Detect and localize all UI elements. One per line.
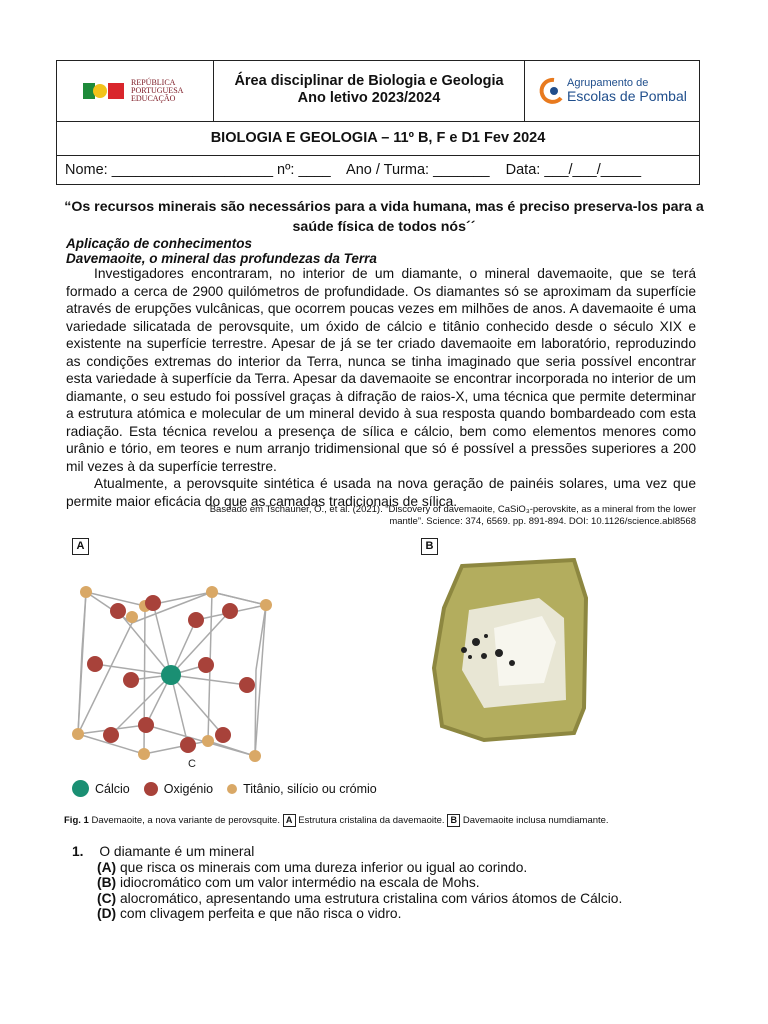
diamond-photo: [424, 558, 594, 743]
axis-c-label: C: [188, 758, 196, 770]
legend-calcium: Cálcio: [95, 781, 130, 796]
option-text: alocromático, apresentando uma estrutura cristalina com vários átomos de Cálcio.: [120, 890, 623, 906]
caption-box-a: A: [283, 814, 296, 827]
titanium-atom: [249, 750, 261, 762]
oxygen-atom: [138, 717, 154, 733]
header-row-title: [57, 61, 699, 122]
titanium-atom: [138, 748, 150, 760]
oxygen-atom: [198, 657, 214, 673]
question-stem: O diamante é um mineral: [99, 844, 255, 859]
option-b[interactable]: [72, 875, 622, 891]
oxygen-atom: [188, 612, 204, 628]
section-title: Aplicação de conhecimentos: [66, 236, 253, 251]
article-body: [66, 265, 696, 510]
oxygen-atom: [180, 737, 196, 753]
paragraph-1: Investigadores encontraram, no interior de um diamante, o mineral davemaoite, que se terá formado a cerca de 2900 quilómetros de profundidade. Os diamantes só se aproximam da superfície através de erupções vulcânicas, que ocorrem poucas vezes em milhões de anos. A davemaoite é uma variedade silicatada de perovsquite, um óxido de cálcio e titânio conhecido desde o século XIX e existente na superfície terrestre. Apesar de já se ter criado davemaoite em laboratório, reproduzindo as condições extremas do interior da Terra, nunca se tinha imaginado que seria possível encontrar esta variedade à superfície da Terra. Apesar da davemaoite se encontrar incorporada no interior de um diamante, o seu estudo foi possível graças à difração de raios-X, uma técnica que permite determinar a estrutura atómica e molecular de um mineral devido à sua resposta quando bombardeado com esta radiação. Esta técnica revelou a presença de sílica e cálcio, bem como elementos menores como urânio e tório, em teores e num arranjo tridimensional que só é possível a pressões superiores a 200 mil vezes à da superfície terrestre.: [66, 266, 696, 474]
option-text: idiocromático com um valor intermédio na escala de Mohs.: [120, 875, 480, 890]
figure-label-b: B: [421, 538, 438, 555]
student-fields: Nome: ____________________ nº: ____ Ano / Turma: _______ Data: ___/___/_____: [65, 162, 642, 178]
calcium-atom: [161, 665, 181, 685]
school-year: Ano letivo 2023/2024: [297, 90, 441, 106]
agrupamento-logo: [525, 61, 699, 121]
figure-label-a: A: [72, 538, 89, 555]
option-text: com clivagem perfeita e que não risca o vidro.: [120, 906, 402, 921]
question-1: [72, 844, 622, 922]
legend-oxygen: Oxigénio: [163, 781, 214, 796]
option-letter: (B): [97, 875, 117, 890]
oxygen-atom: [87, 656, 103, 672]
oxygen-atom: [110, 603, 126, 619]
titanium-atom: [126, 611, 138, 623]
titanium-atom: [80, 586, 92, 598]
reference-line-1: Baseado em Tschauner, O., et al. (2021). “Discovery of davemaoite, CaSiO₃-perovskite, as a mineral from the lower: [209, 504, 696, 515]
header-table: [56, 60, 700, 185]
option-text: que risca os minerais com uma dureza inferior ou igual ao corindo.: [120, 859, 528, 875]
option-a[interactable]: [72, 860, 622, 876]
oxygen-atom: [239, 677, 255, 693]
oxygen-atom: [103, 727, 119, 743]
oxygen-atom: [145, 595, 161, 611]
figure-caption: [64, 814, 609, 828]
legend-titanium: Titânio, silício ou crómio: [243, 781, 377, 796]
option-d[interactable]: [72, 906, 622, 922]
question-number: 1.: [72, 844, 84, 859]
reference: [150, 504, 696, 528]
titanium-atom: [202, 735, 214, 747]
caption-text-2: Estrutura cristalina da davemaoite.: [298, 815, 445, 826]
oxygen-atom: [215, 727, 231, 743]
figure-legend: [72, 780, 391, 797]
calcium-legend-icon: [72, 780, 89, 797]
reference-line-2: mantle”. Science: 374, 6569. pp. 891-894. DOI: 10.1126/science.abl8568: [389, 516, 696, 527]
section-subtitle: Davemaoite, o mineral das profundezas da Terra: [66, 251, 377, 266]
oxygen-atom: [222, 603, 238, 619]
opening-quote: “Os recursos minerais são necessários para a vida humana, mas é preciso preserva-los para a saúde física de todos nós´´: [64, 199, 704, 235]
header-title: [214, 61, 525, 121]
caption-text-1: Davemaoite, a nova variante de perovsquite.: [91, 815, 280, 826]
oxygen-atom: [123, 672, 139, 688]
agrupamento-emblem-icon: [539, 76, 565, 106]
area-title: Área disciplinar de Biologia e Geologia: [234, 73, 504, 89]
titanium-atom: [206, 586, 218, 598]
option-letter: (D): [97, 906, 117, 921]
flag-emblem-icon: [83, 83, 127, 99]
republica-portuguesa-logo: [57, 61, 214, 121]
option-letter: (A): [97, 859, 117, 875]
agrupamento-line2: Escolas de Pombal: [567, 88, 687, 104]
republica-text: REPÚBLICA PORTUGUESA EDUCAÇÃO: [131, 78, 184, 103]
agrupamento-line1: Agrupamento de: [567, 77, 649, 89]
titanium-legend-icon: [227, 784, 237, 794]
titanium-atom: [72, 728, 84, 740]
caption-text-3: Davemaoite inclusa numdiamante.: [462, 815, 609, 826]
crystal-structure-diagram: [66, 580, 276, 770]
caption-box-b: B: [447, 814, 460, 827]
caption-fig-number: Fig. 1: [64, 815, 89, 826]
option-c[interactable]: [72, 891, 622, 907]
paragraph-2: Atualmente, a perovsquite sintética é usada na nova geração de painéis solares, uma vez que permite maior eficácia do que as camadas tradicionais de sílica.: [66, 476, 696, 509]
option-letter: (C): [97, 890, 117, 906]
oxygen-legend-icon: [144, 782, 158, 796]
subject-line: BIOLOGIA E GEOLOGIA – 11º B, F e D1 Fev 2024: [57, 122, 699, 156]
titanium-atom: [260, 599, 272, 611]
